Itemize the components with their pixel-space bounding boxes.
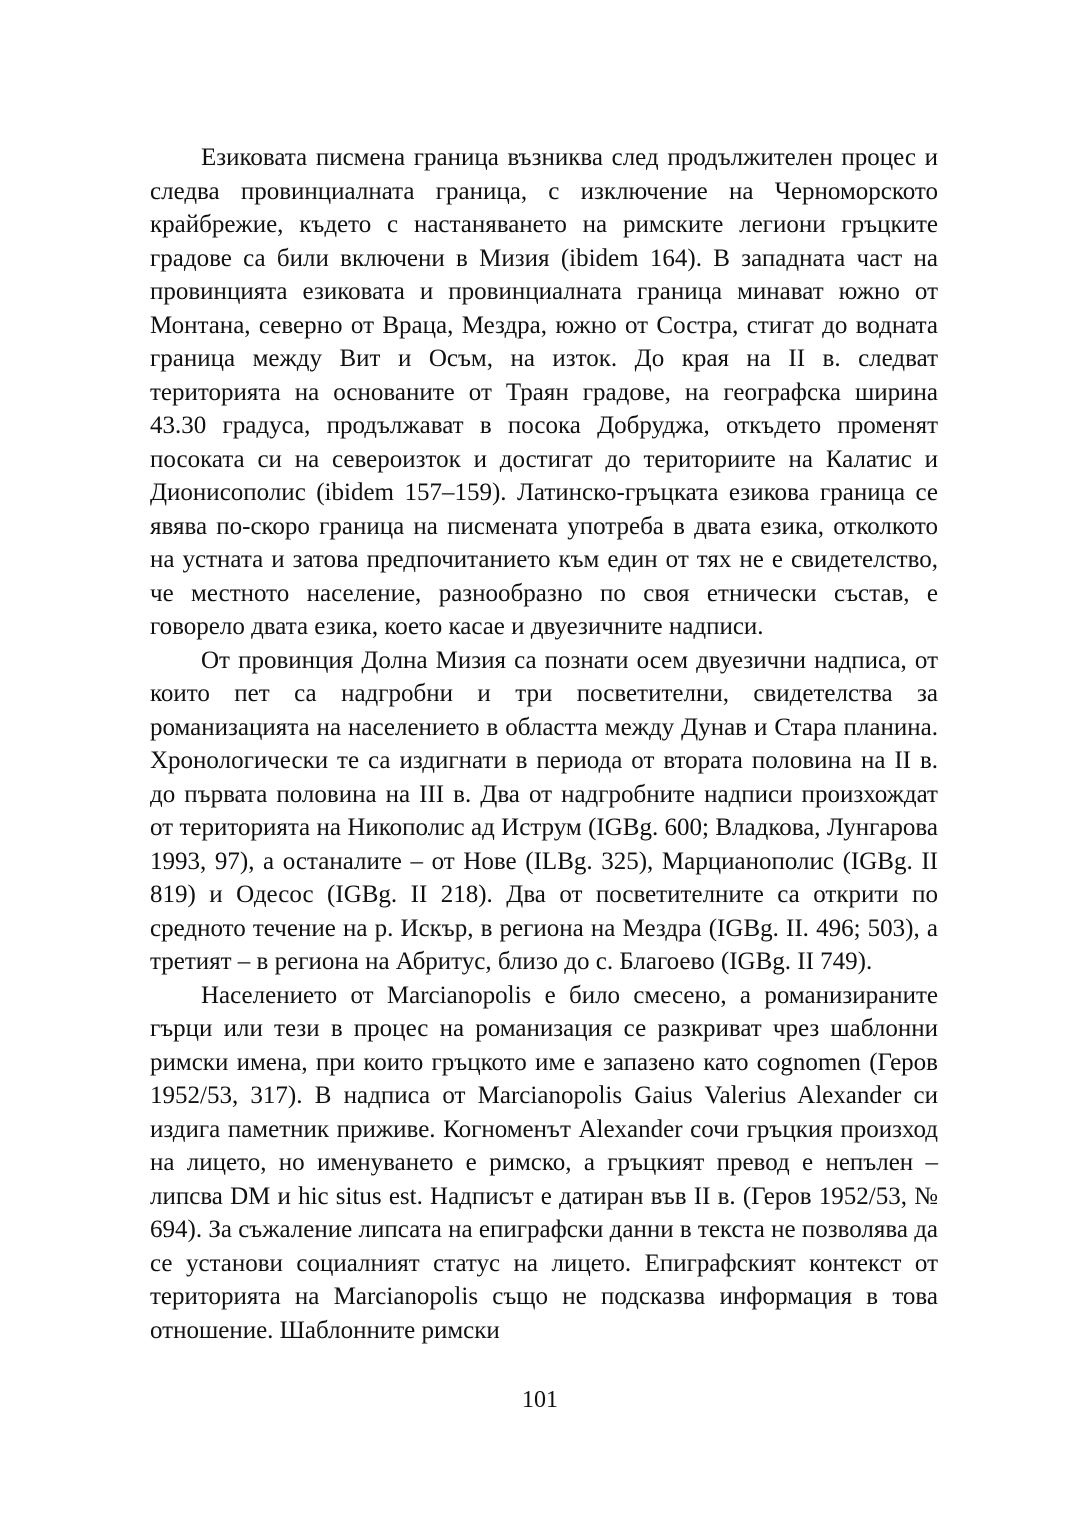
page-number: 101	[522, 1387, 558, 1413]
paragraph-bilingual-inscriptions: От провинция Долна Мизия са познати осем двуезични надписа, от които пет са надгробни и три посветителни, свидетелства за романизацията на населението в областта между Дунав и Стара планина. Хронологически те са издигнати в периода от втората половина на II в. до първата половина на III в. Два от надгробните надписи произхождат от територията на Никополис ад Иструм (IGBg. 600; Владкова, Лунгарова 1993, 97), а останалите – от Нове (ILBg. 325), Марцианополис (IGBg. II 819) и Одесос (IGBg. II 218). Два от посветителните са открити по средното течение на р. Искър, в региона на Мездра (IGBg. II. 496; 503), а третият – в региона на Абритус, близо до с. Благоево (IGBg. II 749).	[150, 646, 938, 975]
body-text	[150, 141, 938, 1347]
paragraph-marcianopolis: Населението от Marcianopolis е било смесено, а романизираните гърци или тези в процес на романизация се разкриват чрез шаблонни римски имена, при които гръцкото име е запазено като cognomen (Геров 1952/53, 317). В надписа от Marcianopolis Gaius Valerius Alexander си издига паметник приживе. Когноменът Alexander сочи гръцкия произход на лицето, но именуването е римско, а гръцкият превод е непълен – липсва DM и hic situs est. Надписът е датиран във II в. (Геров 1952/53, № 694). За съжаление липсата на епиграфски данни в текста не позволява да се установи социалният статус на лицето. Епиграфският контекст от територията на Marcianopolis също не подсказва информация в това отношение. Шаблонните римски	[150, 981, 939, 1344]
paragraph-language-border: Езиковата писмена граница възниква след продължителен процес и следва провинциалната граница, с изключение на Черноморското крайбрежие, където с настаняването на римските легиони гръцките градове са били включени в Мизия (ibidem 164). В западната част на провинцията езиковата и провинциалната граница минават южно от Монтана, северно от Враца, Мездра, южно от Состра, стигат до водната граница между Вит и Осъм, на изток. До края на II в. следват територията на основаните от Траян градове, на географска ширина 43.30 градуса, продължават в посока Добруджа, откъдето променят посоката си на североизток и достигат до териториите на Калатис и Дионисополис (ibidem 157–159). Латинско-гръцката езикова граница се явява по-скоро граница на писмената употреба в двата езика, отколкото на устната и затова предпочитанието към един от тях не е свидетелство, че местното население, разнообразно по своя етнически състав, е говорело двата езика, което касае и двуезичните надписи.	[150, 144, 938, 640]
